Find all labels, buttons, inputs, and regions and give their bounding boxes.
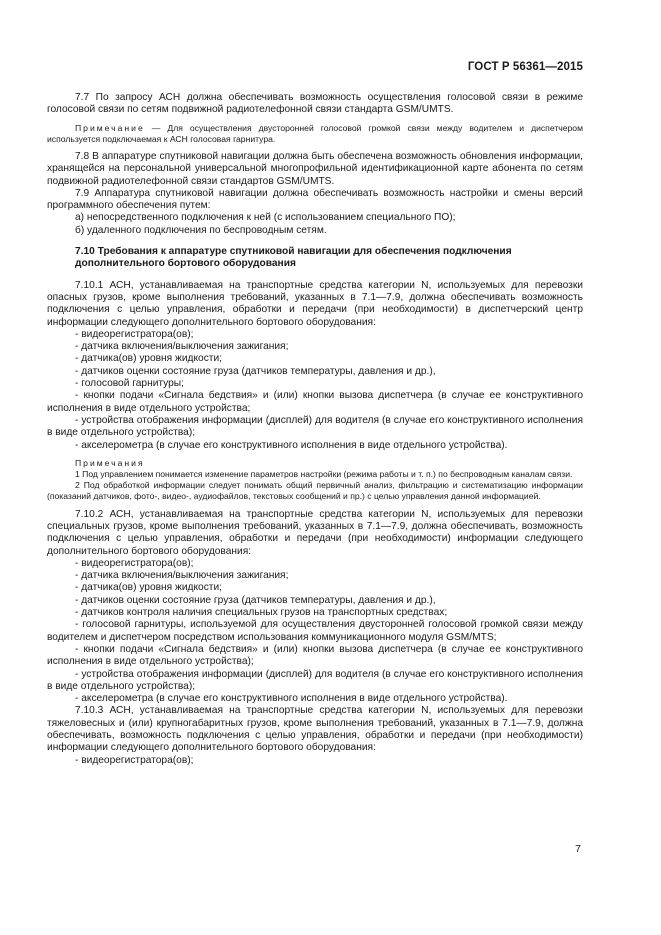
list-item: - видеорегистратора(ов); [75,557,194,569]
list-item: - видеорегистратора(ов); [75,328,194,340]
list-item: - видеорегистратора(ов); [75,754,194,766]
clause-7-9: 7.9 Аппаратура спутниковой навигации должна обеспечивать возможность настройки и смены версий программного обеспечения путем: [47,187,583,212]
standard-header: ГОСТ Р 56361—2015 [467,61,583,73]
list-item: - датчика(ов) уровня жидкости; [75,353,222,365]
section-heading-7-10: 7.10 Требования к аппаратуре спутниковой навигации для обеспечения подключения дополнительного бортового оборудования [75,246,512,270]
note-label: Примечание [75,122,145,133]
clause-7-10-2: 7.10.2 АСН, устанавливаемая на транспортные средства категории N, используемых для перевозки специальных грузов, кроме выполнения требований, указанных в 7.1—7.9, должна обеспечивать, возможность подключения с целью управления, обработки и передачи (при необходимости) информации следующего дополнительного бортового оборудования: [47,508,583,557]
clause-7-10-3: 7.10.3 АСН, устанавливаемая на транспортные средства категории N, используемых для перевозки тяжеловесных и (или) крупногабаритных грузов, кроме выполнения требований, указанных в 7.1—7.9, должна обеспечивать, возможность подключения с целью управления, обработки и передачи (при необходимости) информации следующего дополнительного бортового оборудования: [47,705,583,754]
page-number: 7 [575,843,581,855]
note-item: 2 Под обработкой информации следует понимать общий первичный анализ, фильтрацию и систематизацию информации (показаний датчиков, фото-, видео-, аудиофайлов, текстовых сообщений и пр.) с целью управления данной информацией. [47,480,583,502]
list-item: - кнопки подачи «Сигнала бедствия» и (или) кнопки вызова диспетчера (в случае ее конструктивного исполнения в виде отдельного устройства; [47,390,583,414]
list-item: - акселерометра (в случае его конструктивного исполнения в виде отдельного устройства). [75,693,508,705]
note-item: 1 Под управлением понимается изменение параметров настройки (режима работы и т. п.) по беспроводным каналам связи. [75,469,573,480]
list-item: - устройства отображения информации (дисплей) для водителя (в случае его конструктивного исполнения в виде отдельного устройства); [47,668,583,692]
list-item: - голосовой гарнитуры; [75,378,184,390]
list-item: - датчика включения/выключения зажигания; [75,570,289,582]
clause-7-8: 7.8 В аппаратуре спутниковой навигации должна быть обеспечена возможность обновления информации, хранящейся на персональной универсальной многопрофильной идентификационной карте абонента по сетям подвижной радиотелефонной связи стандартов GSM/UMTS. [47,151,583,187]
list-item: - датчиков оценки состояние груза (датчиков температуры, давления и др.), [75,594,436,606]
page-content [47,92,583,767]
list-item: - голосовой гарнитуры, используемой для осуществления двусторонней голосовой громкой связи между водителем и диспетчером посредством использования коммуникационного модуля GSM/MTS; [47,619,583,643]
list-item: - датчиков контроля наличия специальных грузов на транспортных средствах; [75,607,448,619]
list-item: - акселерометра (в случае его конструктивного исполнения в виде отдельного устройства). [75,439,508,451]
list-item: б) удаленного подключения по беспроводным сетям. [75,224,327,236]
list-item: - датчиков оценки состояние груза (датчиков температуры, давления и др.), [75,365,436,377]
clause-7-7: 7.7 По запросу АСН должна обеспечивать возможность осуществления голосовой связи в режиме голосовой связи по сетям подвижной радиотелефонной связи стандарта GSM/UMTS. [47,92,583,116]
list-item: - кнопки подачи «Сигнала бедствия» и (или) кнопки вызова диспетчера (в случае ее конструктивного исполнения в виде отдельного устройства); [47,643,583,668]
list-item: а) непосредственного подключения к ней (с использованием специального ПО); [75,212,456,224]
note-7-7 [47,123,583,145]
list-item: - устройства отображения информации (дисплей) для водителя (в случае его конструктивного исполнения в виде отдельного устройства); [47,414,583,439]
list-item: - датчика включения/выключения зажигания; [75,341,289,353]
clause-7-10-1: 7.10.1 АСН, устанавливаемая на транспортные средства категории N, используемых для перевозки опасных грузов, кроме выполнения требований, указанных в 7.1—7.9, должна обеспечивать возможность подключения с целью управления, обработки и передачи (при необходимости) в диспетчерский центр информации следующего дополнительного бортового оборудования: [47,279,583,328]
list-item: - датчика(ов) уровня жидкости; [75,582,222,594]
notes-label: Примечания [75,457,145,468]
note-text: — Для осуществления двусторонней голосовой громкой связи между водителем и диспетчером используется подключаемая к АСН голосовая гарнитура. [47,122,583,144]
